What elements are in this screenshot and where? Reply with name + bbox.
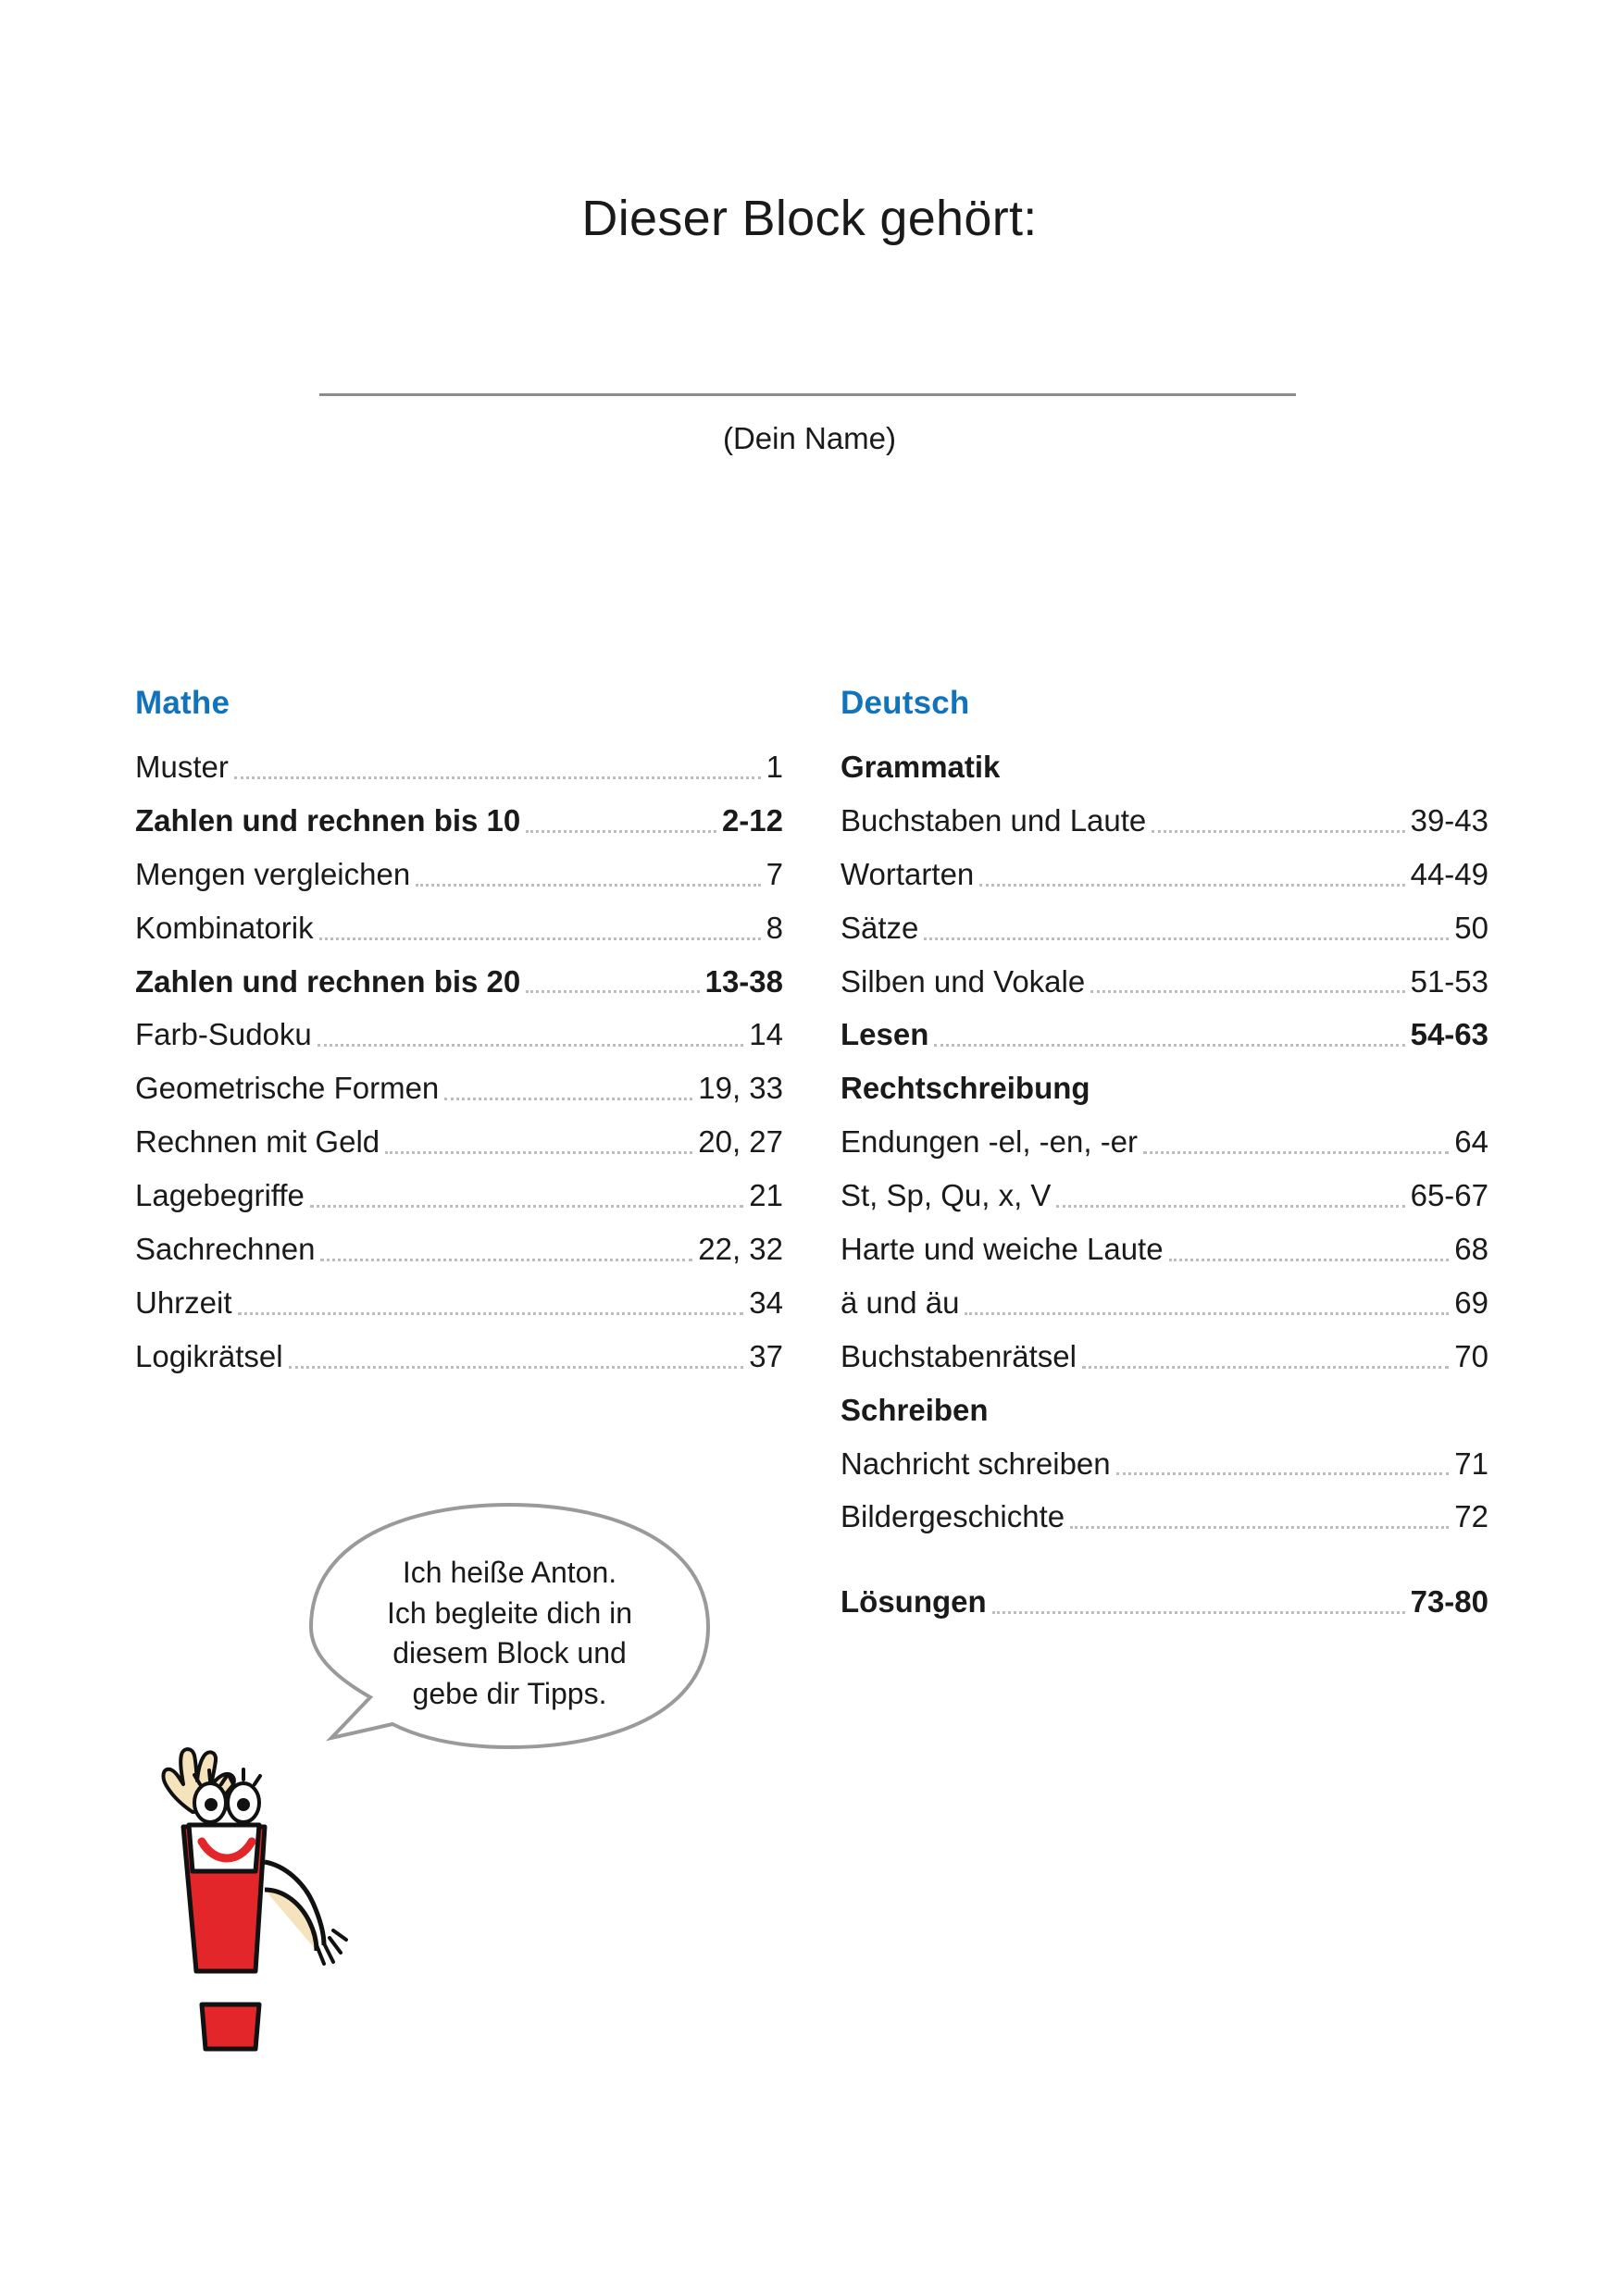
toc-entry-page: 19, 33	[698, 1071, 783, 1106]
toc-leader-dots	[1070, 1525, 1449, 1529]
toc-entry-page: 51-53	[1410, 963, 1488, 999]
anton-mascot-figure	[93, 1657, 370, 2073]
toc-entry-page: 70	[1454, 1338, 1488, 1373]
toc-leader-dots	[992, 1610, 1405, 1614]
toc-entry-label: Grammatik	[841, 750, 1001, 784]
toc-entry-page: 39-43	[1410, 802, 1488, 838]
toc-entry[interactable]	[135, 901, 783, 955]
toc-leader-dots	[1005, 778, 1483, 779]
toc-leader-dots	[924, 937, 1449, 940]
toc-leader-dots	[934, 1043, 1404, 1047]
toc-entry[interactable]	[841, 1222, 1488, 1276]
toc-entry-label: Rechnen mit Geld	[135, 1124, 380, 1160]
toc-entry[interactable]	[135, 1330, 783, 1384]
toc-entry[interactable]	[841, 1437, 1488, 1491]
toc-entry-page: 2-12	[721, 802, 783, 838]
toc-entry[interactable]	[841, 1490, 1488, 1544]
toc-leader-dots	[385, 1150, 692, 1154]
toc-leader-dots	[310, 1204, 743, 1208]
toc-entry-page: 44-49	[1410, 856, 1488, 891]
toc-entry-page: 34	[749, 1285, 783, 1320]
toc-spacer	[841, 1544, 1488, 1575]
toc-leader-dots	[526, 989, 699, 993]
toc-entry[interactable]	[841, 794, 1488, 848]
toc-entry-label: Zahlen und rechnen bis 20	[135, 963, 521, 999]
toc-entry-page: 21	[749, 1178, 783, 1213]
mascot-area	[93, 1499, 778, 2073]
toc-leader-dots	[1116, 1471, 1450, 1475]
toc-entry-page: 71	[1454, 1446, 1488, 1481]
toc-column-deutsch	[841, 685, 1488, 1629]
toc-entry-page: 73-80	[1410, 1584, 1488, 1620]
toc-entry-label: Harte und weiche Laute	[841, 1232, 1164, 1267]
toc-entry-page: 54-63	[1410, 1017, 1488, 1052]
name-caption: (Dein Name)	[722, 421, 897, 455]
toc-entry-label: Logikrätsel	[135, 1338, 283, 1373]
toc-entry-label: Schreiben	[841, 1392, 989, 1427]
toc-entry[interactable]	[841, 1575, 1488, 1629]
toc-entry-label: Muster	[135, 750, 229, 784]
toc-entry[interactable]	[841, 1276, 1488, 1330]
speech-bubble-text	[322, 1553, 697, 1714]
toc-entry-page: 1	[766, 750, 783, 784]
toc-entry-label: Kombinatorik	[135, 910, 314, 945]
toc-heading-mathe: Mathe	[135, 685, 230, 721]
speech-line: Ich heiße Anton.	[402, 1556, 617, 1589]
toc-leader-dots	[234, 776, 761, 779]
toc-entry-label: Buchstaben und Laute	[841, 802, 1147, 838]
toc-leader-dots	[1143, 1150, 1449, 1154]
toc-leader-dots	[1152, 829, 1404, 833]
toc-leader-dots	[238, 1311, 744, 1315]
toc-entry-label: Zahlen und rechnen bis 10	[135, 802, 521, 838]
toc-entry-page: 64	[1454, 1124, 1488, 1160]
toc-leader-dots	[1082, 1365, 1449, 1369]
toc-entry-page: 14	[749, 1017, 783, 1052]
toc-leader-dots	[416, 883, 760, 887]
toc-column-mathe	[135, 685, 783, 1384]
toc-entry[interactable]	[135, 1008, 783, 1061]
toc-entry-page: 20, 27	[698, 1124, 783, 1160]
toc-entry-page: 37	[749, 1338, 783, 1373]
toc-entry[interactable]	[841, 955, 1488, 1009]
toc-entry-label: Buchstabenrätsel	[841, 1338, 1077, 1373]
toc-entry[interactable]	[841, 901, 1488, 955]
speech-line: diesem Block und	[392, 1636, 627, 1670]
toc-entry-label: Sätze	[841, 910, 919, 945]
toc-entry-label: St, Sp, Qu, x, V	[841, 1178, 1052, 1213]
toc-entry-label: Rechtschreibung	[841, 1071, 1090, 1106]
toc-entry-label: Uhrzeit	[135, 1285, 232, 1320]
toc-subheading	[841, 1384, 1488, 1437]
page-title: Dieser Block gehört:	[581, 191, 1038, 246]
toc-entry-page: 69	[1454, 1285, 1488, 1320]
toc-entry[interactable]	[841, 1330, 1488, 1384]
toc-entry-label: Mengen vergleichen	[135, 856, 411, 891]
toc-heading-deutsch: Deutsch	[841, 685, 970, 721]
toc-leader-dots	[994, 1421, 1483, 1422]
toc-entry-label: Farb-Sudoku	[135, 1017, 312, 1052]
toc-entry-label: Silben und Vokale	[841, 963, 1086, 999]
toc-entry[interactable]	[135, 1222, 783, 1276]
toc-entry[interactable]	[841, 1008, 1488, 1061]
toc-subheading	[841, 740, 1488, 794]
toc-entry-page: 65-67	[1410, 1178, 1488, 1213]
toc-entry-label: Lösungen	[841, 1584, 987, 1620]
toc-entry-page: 8	[766, 910, 783, 945]
toc-entry[interactable]	[135, 794, 783, 848]
toc-entry-label: Sachrechnen	[135, 1232, 316, 1267]
toc-entry-label: Geometrische Formen	[135, 1071, 440, 1106]
toc-leader-dots	[320, 1258, 692, 1261]
toc-entry[interactable]	[135, 1061, 783, 1115]
toc-leader-dots	[526, 829, 716, 833]
toc-leader-dots	[318, 1043, 744, 1047]
toc-entry-page: 22, 32	[698, 1232, 783, 1267]
toc-entry[interactable]	[135, 740, 783, 794]
toc-entry-label: Bildergeschichte	[841, 1499, 1065, 1534]
toc-entry[interactable]	[841, 848, 1488, 901]
toc-leader-dots	[979, 883, 1404, 887]
toc-leader-dots	[444, 1097, 692, 1100]
toc-entry-page: 50	[1454, 910, 1488, 945]
toc-entry-page: 72	[1454, 1499, 1488, 1534]
toc-entry-label: Nachricht schreiben	[841, 1446, 1111, 1481]
toc-entry[interactable]	[135, 955, 783, 1009]
toc-entry[interactable]	[135, 1169, 783, 1222]
toc-entry-label: Lesen	[841, 1017, 929, 1052]
toc-leader-dots	[1169, 1258, 1450, 1261]
toc-leader-dots	[289, 1365, 744, 1369]
toc-entry[interactable]	[135, 848, 783, 901]
toc-leader-dots	[1096, 1099, 1483, 1100]
toc-entry-label: Wortarten	[841, 856, 975, 891]
toc-leader-dots	[1056, 1204, 1404, 1208]
toc-leader-dots	[965, 1311, 1449, 1315]
toc-entry-label: Lagebegriffe	[135, 1178, 305, 1213]
toc-entry-page: 68	[1454, 1232, 1488, 1267]
toc-leader-dots	[1090, 989, 1404, 993]
toc-entry-label: ä und äu	[841, 1285, 960, 1320]
toc-entry[interactable]	[841, 1115, 1488, 1169]
toc-entry[interactable]	[135, 1276, 783, 1330]
toc-entry-page: 7	[766, 856, 783, 891]
toc-subheading	[841, 1061, 1488, 1115]
toc-entry[interactable]	[841, 1169, 1488, 1222]
speech-line: Ich begleite dich in	[386, 1595, 633, 1630]
toc-entry[interactable]	[135, 1115, 783, 1169]
speech-line: gebe dir Tipps.	[412, 1676, 607, 1710]
toc-leader-dots	[319, 937, 761, 940]
toc-entry-page: 13-38	[704, 963, 783, 999]
toc-entry-label: Endungen -el, -en, -er	[841, 1124, 1139, 1160]
name-write-line	[319, 393, 1296, 396]
